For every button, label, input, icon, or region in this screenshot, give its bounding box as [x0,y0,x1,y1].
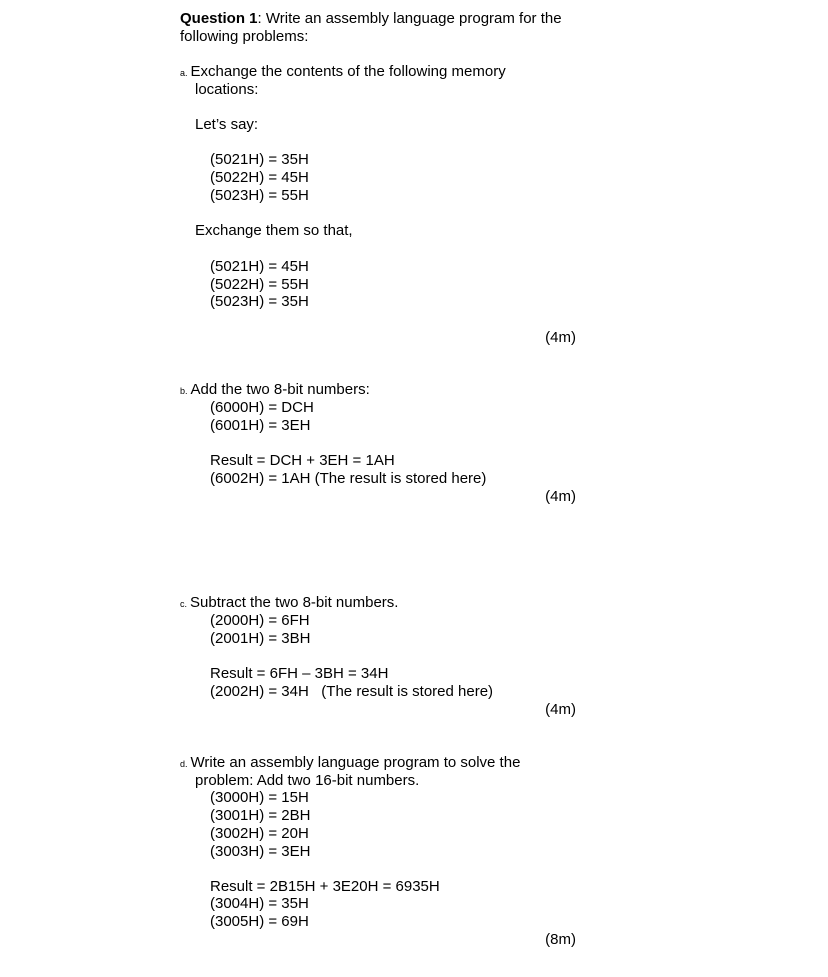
part-d-text: Write an assembly language program to solve the [190,754,521,771]
part-c-result: Result = 6FH – 3BH = 34H [210,665,389,682]
part-a-exchange-text: Exchange them so that, [195,222,353,239]
part-a-text-line2: locations: [195,81,259,98]
question-intro-line2: following problems: [180,28,309,45]
part-c-input-line: (2001H) = 3BH [210,630,311,647]
part-d-marks: (8m) [545,931,576,948]
question-intro: : Write an assembly language program for the [257,10,562,27]
part-c-text: Subtract the two 8-bit numbers. [190,594,399,611]
part-a-before-line: (5021H) = 35H [210,151,309,168]
part-a-before-line: (5023H) = 55H [210,187,309,204]
part-d-output-line: (3005H) = 69H [210,913,309,930]
part-a-heading [180,63,506,81]
question-heading [180,10,562,28]
part-b-heading [180,381,370,399]
question-label: Question 1 [180,10,258,27]
part-b-result: Result = DCH + 3EH = 1AH [210,452,395,469]
part-d-label: d. [180,759,188,769]
part-d-input-line: (3003H) = 3EH [210,843,311,860]
part-b-input-line: (6001H) = 3EH [210,417,311,434]
part-d-input-line: (3000H) = 15H [210,789,309,806]
part-c-heading [180,594,398,612]
part-a-before-line: (5022H) = 45H [210,169,309,186]
part-c-marks: (4m) [545,701,576,718]
part-a-after-line: (5021H) = 45H [210,258,309,275]
part-a-label: a. [180,68,188,78]
part-d-input-line: (3001H) = 2BH [210,807,311,824]
part-b-marks: (4m) [545,488,576,505]
part-a-after-line: (5023H) = 35H [210,293,309,310]
part-d-text-line2: problem: Add two 16-bit numbers. [195,772,420,789]
part-d-heading [180,754,520,772]
part-c-stored: (2002H) = 34H (The result is stored here) [210,683,494,700]
part-b-stored: (6002H) = 1AH (The result is stored here) [210,470,487,487]
part-b-label: b. [180,386,188,396]
part-d-output-line: (3004H) = 35H [210,895,309,912]
part-a-marks: (4m) [545,329,576,346]
part-a-after-line: (5022H) = 55H [210,276,309,293]
part-d-input-line: (3002H) = 20H [210,825,309,842]
part-a-text: Exchange the contents of the following memory [190,63,506,80]
part-c-input-line: (2000H) = 6FH [210,612,310,629]
part-c-label: c. [180,599,188,609]
part-b-input-line: (6000H) = DCH [210,399,314,416]
part-a-lets-say: Let’s say: [195,116,259,133]
part-d-result: Result = 2B15H + 3E20H = 6935H [210,878,440,895]
part-b-text: Add the two 8-bit numbers: [190,381,370,398]
